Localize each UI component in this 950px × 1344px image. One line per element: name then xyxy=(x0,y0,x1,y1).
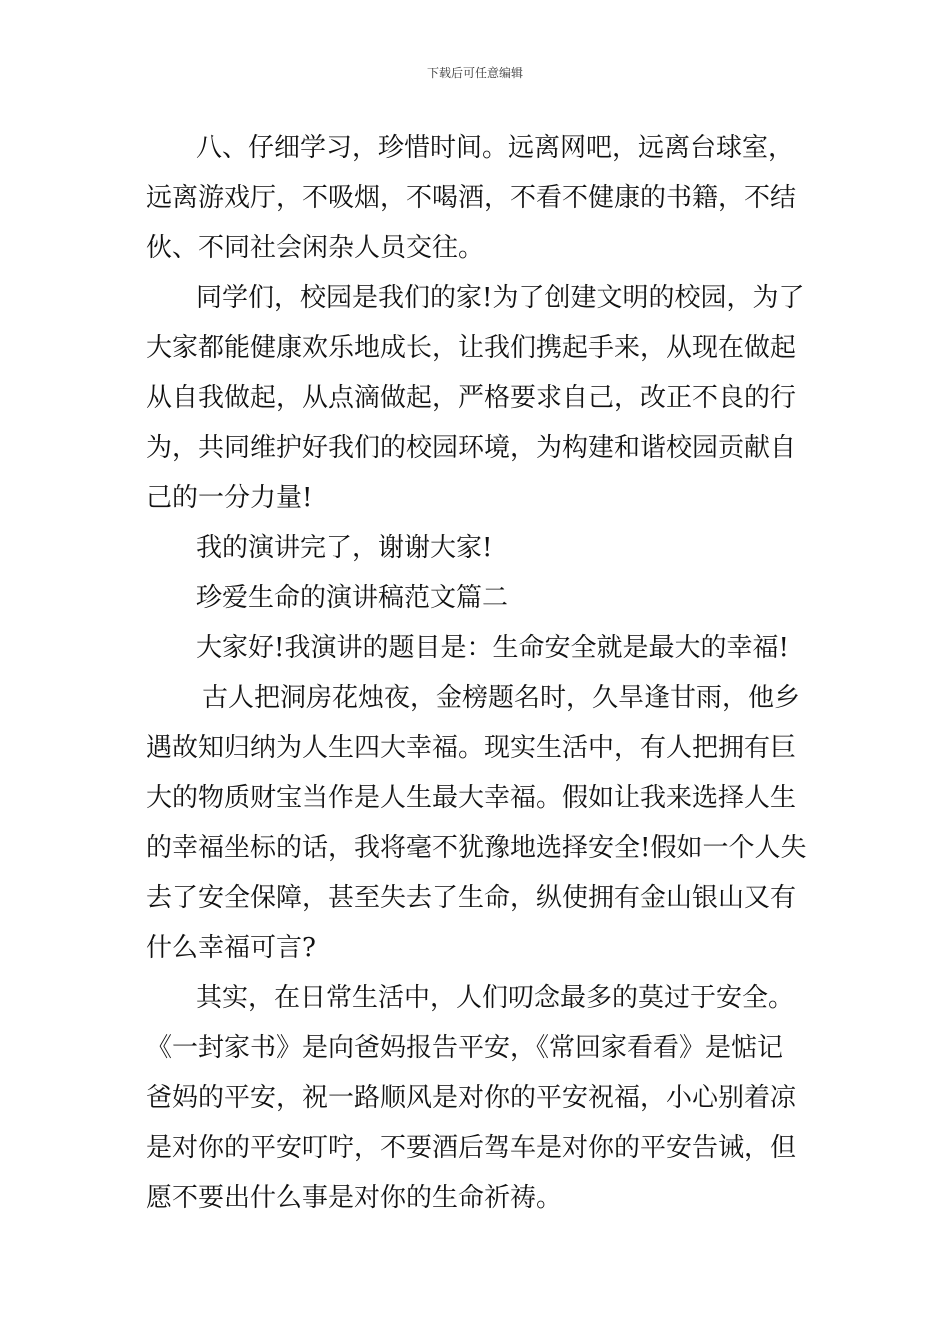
text-line: 大的物质财宝当作是人生最大幸福。假如让我来选择人生 xyxy=(146,783,797,813)
text-line: 远离游戏厅，不吸烟，不喝酒，不看不健康的书籍，不结 xyxy=(146,183,797,213)
section-title: 珍爱生命的演讲稿范文篇二 xyxy=(196,583,509,613)
text-line: 大家都能健康欢乐地成长，让我们携起手来，从现在做起 xyxy=(146,333,797,363)
text-line: 从自我做起，从点滴做起，严格要求自己，改正不良的行 xyxy=(146,383,797,413)
text-line: 伙、不同社会闲杂人员交往。 xyxy=(146,233,485,263)
text-line: 古人把洞房花烛夜，金榜题名时，久旱逢甘雨，他乡 xyxy=(202,683,801,713)
text-line: 同学们，校园是我们的家!为了创建文明的校园，为了 xyxy=(196,283,805,313)
text-line: 什么幸福可言? xyxy=(146,933,316,963)
text-line: 爸妈的平安，祝一路顺风是对你的平安祝福，小心别着凉 xyxy=(146,1083,797,1113)
text-line: 是对你的平安叮咛，不要酒后驾车是对你的平安告诫，但 xyxy=(146,1133,797,1163)
text-line: 遇故知归纳为人生四大幸福。现实生活中，有人把拥有巨 xyxy=(146,733,797,763)
text-line: 八、仔细学习，珍惜时间。远离网吧，远离台球室， xyxy=(196,133,795,163)
text-line: 《一封家书》是向爸妈报告平安，《常回家看看》是惦记 xyxy=(146,1033,784,1063)
text-line: 其实，在日常生活中，人们叨念最多的莫过于安全。 xyxy=(196,983,795,1013)
text-line: 我的演讲完了，谢谢大家! xyxy=(196,533,493,563)
text-line: 己的一分力量! xyxy=(146,483,313,513)
text-line: 的幸福坐标的话，我将毫不犹豫地选择安全!假如一个人失 xyxy=(146,833,807,863)
text-line: 为，共同维护好我们的校园环境，为构建和谐校园贡献自 xyxy=(146,433,797,463)
page-header: 下载后可任意编辑 xyxy=(426,66,523,80)
text-line: 大家好!我演讲的题目是：生命安全就是最大的幸福! xyxy=(196,633,789,663)
text-line: 去了安全保障，甚至失去了生命，纵使拥有金山银山又有 xyxy=(146,883,797,913)
text-line: 愿不要出什么事是对你的生命祈祷。 xyxy=(146,1183,563,1213)
